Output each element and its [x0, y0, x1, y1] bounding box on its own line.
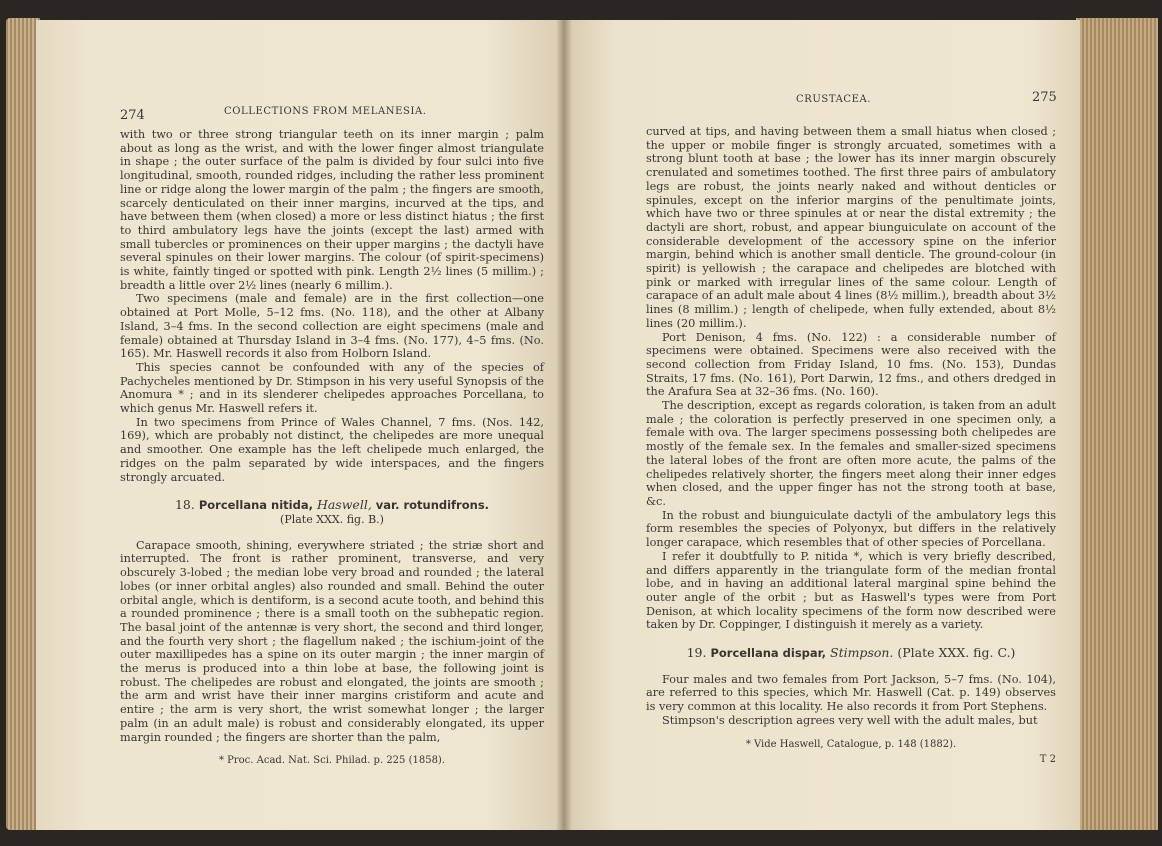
plate-reference: (Plate XXX. fig. B.): [280, 512, 384, 526]
paragraph: Two specimens (male and female) are in the first collection—one obtained at Port Molle, 5–12 fms. (No. 118), and the other at Albany Island, 3–4 fms. In the second collection are eight specimens (male and female) obtained at Thursday Island in 3–4 fms. (No. 177), 4–5 fms. (No. 165). Mr. Haswell records it also from Holborn Island.: [120, 292, 544, 361]
left-page: [36, 20, 564, 830]
book-gutter: [556, 20, 572, 830]
paragraph: I refer it doubtfully to P. nitida *, which is very briefly described, and differs apparently in the triangulate form of the median frontal lobe, and in having an additional lateral marginal spine behind the outer angle of the orbit ; but as Haswell's types were from Port Denison, at which locality specimens of the form now described were taken by Dr. Coppinger, I distinguish it merely as a variety.: [646, 549, 1056, 632]
paragraph: Stimpson's description agrees very well with the adult males, but: [662, 713, 1038, 727]
species-heading: 19. Porcellana dispar, Stimpson. (Plate XXX. fig. C.): [686, 645, 1016, 661]
paragraph: Port Denison, 4 fms. (No. 122) : a considerable number of specimens were obtained. Specimens were also received with the second collection from Friday Island, 10 fms. (No. 153), Dundas Straits, 17 fms. (No. 161), Port Darwin, 12 fms., and others dredged in the Arafura Sea at 32–36 fms. (No. 160).: [646, 330, 1056, 399]
signature-mark: T 2: [1039, 754, 1056, 766]
page-edges-right: [1076, 18, 1158, 830]
page-edges-left: [6, 18, 40, 830]
paragraph: This species cannot be confounded with any of the species of Pachycheles mentioned by Dr. Stimpson in his very useful Synopsis of the Anomura * ; and in its slenderer chelipedes approaches Porcellana, to which genus Mr. Haswell refers it.: [120, 360, 544, 416]
page-number: 274: [120, 108, 145, 123]
right-text-column: [646, 125, 1056, 767]
page-number: 275: [1032, 90, 1057, 105]
paragraph: In the robust and biunguiculate dactyli of the ambulatory legs this form resembles the species of Polyonyx, but differs in the relatively longer carapace, which resembles that of other species of Porcellana.: [646, 508, 1056, 550]
paragraph: In two specimens from Prince of Wales Channel, 7 fms. (Nos. 142, 169), which are probably not distinct, the chelipedes are more unequal and smoother. One example has the left chelipede much enlarged, the ridges on the palm separated by wide interspaces, and the fingers strongly arcuated.: [120, 415, 544, 484]
paragraph: The description, except as regards coloration, is taken from an adult male ; the coloration is perfectly preserved in one specimen only, a female with ova. The larger specimens possessing both chelipedes are mostly of the female sex. In the females and smaller-sized specimens the lateral lobes of the front are often more acute, the palms of the chelipedes relatively shorter, the fingers meet along their inner edges when closed, and the upper finger has not the strong tooth at base, &c.: [646, 399, 1056, 508]
paragraph: Four males and two females from Port Jackson, 5–7 fms. (No. 104), are referred to this species, which Mr. Haswell (Cat. p. 149) observes is very common at this locality. He also records it from Port Stephens.: [646, 672, 1056, 714]
footnote: * Proc. Acad. Nat. Sci. Philad. p. 225 (1858).: [218, 755, 446, 767]
open-book: [6, 14, 1158, 832]
running-head: COLLECTIONS FROM MELANESIA.: [224, 106, 427, 117]
footnote: * Vide Haswell, Catalogue, p. 148 (1882).: [745, 738, 957, 750]
right-page: [564, 20, 1080, 830]
paragraph: with two or three strong triangular teeth on its inner margin ; palm about as long as the wrist, and with the lower finger almost triangulate in shape ; the outer surface of the palm is divided by four sulci into five longitudinal, smooth, rounded ridges, including the rather less prominent line or ridge along the lower margin of the palm ; the fingers are smooth, scarcely denticulated on their inner margins, incurved at the tips, and have between them (when closed) a more or less distinct hiatus ; the first to third ambulatory legs have the joints (except the last) armed with small tubercles or prominences on their upper margins ; the dactyli have several spinules on their lower margins. The colour (of spirit-specimens) is white, faintly tinged or spotted with pink. Length 2½ lines (5 millim.) ; breadth a little over 2½ lines (nearly 6 millim.).: [120, 128, 544, 292]
left-text-column: [120, 128, 544, 768]
paragraph: curved at tips, and having between them a small hiatus when closed ; the upper or mobile finger is strongly arcuated, sometimes with a strong blunt tooth at base ; the lower has its inner margin obscurely crenulated and sometimes toothed. The first three pairs of ambulatory legs are robust, the joints nearly naked and without denticles or spinules, except on the inferior margins of the penultimate joints, which have two or three spinules at or near the distal extremity ; the dactyli are short, robust, and appear biunguiculate on account of the considerable development of the accessory spine on the inferior margin, behind which is another small denticle. The ground-colour (in spirit) is yellowish ; the carapace and chelipedes are blotched with pink or marked with irregular lines of the same colour. Length of carapace of an adult male about 4 lines (8½ millim.), breadth about 3½ lines (8 millim.) ; length of chelipede, when fully extended, about 8½ lines (20 millim.).: [646, 125, 1056, 330]
species-heading: 18. Porcellana nitida, Haswell, var. rotundifrons.: [174, 497, 490, 513]
running-head: CRUSTACEA.: [796, 94, 872, 105]
paragraph: Carapace smooth, shining, everywhere striated ; the striæ short and interrupted. The front is rather prominent, transverse, and very obscurely 3-lobed ; the median lobe very broad and rounded ; the lateral lobes (or inner orbital angles) also rounded and small. Behind the outer orbital angle, which is dentiform, is a second acute tooth, and behind this a rounded prominence ; there is a small tooth on the subhepatic region. The basal joint of the antennæ is very short, the second and third longer, and the fourth very short ; the flagellum naked ; the ischium-joint of the outer maxillipedes has a spine on its outer margin ; the inner margin of the merus is produced into a thin lobe at base, the following joint is robust. The chelipedes are robust and elongated, the joints are smooth ; the arm and wrist have their inner margins cristiform and acute and entire ; the arm is very short, the wrist somewhat longer ; the larger palm (in an adult male) is robust and considerably elongated, its upper margin rounded ; the fingers are shorter than the palm,: [120, 538, 544, 744]
